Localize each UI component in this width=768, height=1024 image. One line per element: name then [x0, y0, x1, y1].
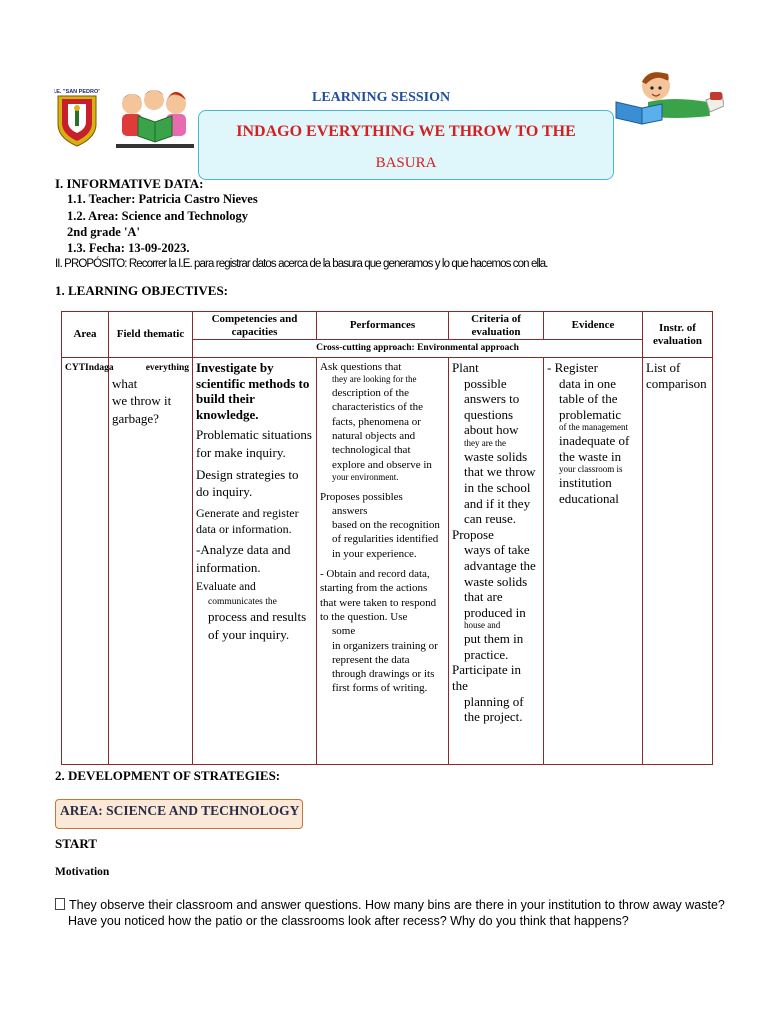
objectives-heading: 1. LEARNING OBJECTIVES:: [55, 283, 229, 298]
instrument-text: List of comparison: [646, 360, 707, 391]
svg-text:I.E. "SAN PEDRO": I.E. "SAN PEDRO": [54, 89, 100, 95]
paragraph-line: Have you noticed how the patio or the classrooms look after recess? Why do you think that happens?: [68, 914, 629, 928]
criteria-item: they are the: [464, 438, 506, 449]
criteria-item: Participate in the: [452, 662, 521, 693]
session-title-line2: BASURA: [375, 155, 437, 171]
competency-item: Design strategies to do inquiry.: [196, 466, 299, 500]
criteria-item: ways of take advantage the waste solids that are produced in: [464, 542, 536, 620]
criteria-item: planning of the project.: [464, 693, 524, 725]
competency-cell: [193, 358, 317, 765]
col-competencies-header: Competencies and capacities: [193, 312, 317, 340]
area-line: 1.2. Area: Science and Technology: [67, 209, 249, 223]
field-line: garbage?: [112, 411, 159, 426]
competency-item: communicates the: [208, 596, 277, 607]
performance-cell: [317, 358, 449, 765]
paragraph-line: They observe their classroom and answer questions. How many bins are there in your institution to throw away waste?: [69, 898, 725, 912]
competency-item: Problematic situations for make inquiry.: [196, 427, 312, 461]
performance-item: they are looking for the: [332, 374, 417, 385]
kids-reading-illustration: [116, 84, 194, 150]
title-box: [198, 110, 614, 180]
evidence-item: your classroom is: [559, 464, 623, 475]
field-line: what: [112, 375, 138, 391]
performance-item: answers: [332, 504, 368, 517]
evidence-cell: [544, 358, 643, 765]
area-box: [55, 799, 303, 829]
col-area-header: Area: [62, 312, 109, 358]
field-line: we throw it: [112, 393, 172, 409]
performance-item: in organizers training or represent the data through drawings or its first forms of writing.: [332, 639, 438, 695]
purpose-line: II. PROPÓSITO: Recorrer la I.E. para registrar datos acerca de la basura que generamos y lo que hacemos con ella.: [55, 258, 548, 270]
session-title-line1: INDAGO EVERYTHING WE THROW TO THE: [236, 123, 576, 140]
teacher-line: 1.1. Teacher: Patricia Castro Nieves: [67, 192, 258, 206]
col-evidence-header: Evidence: [544, 312, 643, 340]
performance-item: Ask questions that: [320, 361, 402, 374]
criteria-item: Propose: [452, 526, 494, 542]
performance-item: description of the characteristics of the facts, phenomena or natural objects and technological that explore and observe in: [332, 387, 432, 471]
evidence-item: - Register: [547, 360, 598, 376]
competency-item: Evaluate and: [196, 581, 256, 594]
col-field-header: Field thematic: [109, 312, 193, 358]
grade-line: 2nd grade 'A': [67, 225, 140, 239]
development-heading: 2. DEVELOPMENT OF STRATEGIES:: [55, 768, 281, 783]
competency-title: Investigate by scientific methods to build their knowledge.: [196, 360, 310, 422]
col-performances-header: Performances: [317, 312, 449, 340]
field-cell: [109, 358, 193, 765]
informative-heading: I. INFORMATIVE DATA:: [55, 176, 204, 191]
performance-item: Proposes possibles: [320, 490, 403, 503]
evidence-item: of the management: [559, 422, 628, 433]
instrument-cell: [643, 358, 713, 765]
col-instrument-header: Instr. of evaluation: [643, 312, 713, 358]
bullet-icon: [55, 898, 65, 910]
criteria-item: house and: [464, 620, 501, 631]
objectives-table: [61, 311, 713, 765]
evidence-item: institution educational: [559, 475, 619, 506]
col-criteria-header: Criteria of evaluation: [449, 312, 544, 340]
area-box-label: AREA: SCIENCE AND TECHNOLOGY: [60, 803, 300, 818]
competency-item: -Analyze data and information.: [196, 542, 291, 575]
performance-item: some: [332, 625, 356, 638]
criteria-cell: [449, 358, 544, 765]
performance-item: your environment.: [332, 471, 399, 482]
evidence-item: data in one table of the problematic: [559, 375, 622, 422]
motivation-paragraph: [55, 897, 755, 929]
field-line: everything: [145, 363, 189, 374]
evidence-item: inadequate of the waste in: [559, 433, 630, 464]
criteria-item: Plant: [452, 360, 479, 376]
date-line: 1.3. Fecha: 13-09-2023.: [67, 241, 190, 255]
criteria-item: waste solids that we throw in the school and if it they can reuse.: [464, 448, 536, 527]
motivation-heading: Motivation: [55, 866, 110, 878]
area-cell-text: CYTIndaga: [65, 363, 114, 374]
area-cell: [62, 358, 114, 765]
criteria-item: put them in practice.: [464, 631, 524, 662]
start-heading: START: [55, 836, 97, 851]
competency-item: process and results of your inquiry.: [208, 609, 307, 642]
criteria-item: possible answers to questions about how: [464, 375, 520, 438]
school-logo: [54, 86, 100, 148]
boy-reading-illustration: [612, 66, 724, 132]
performance-item: based on the recognition of regularities identified in your experience.: [332, 519, 440, 560]
performance-item: - Obtain and record data, starting from the actions that were taken to respond to the question. Use: [320, 568, 437, 623]
crosscutting-approach: Cross-cutting approach: Environmental approach: [193, 340, 643, 358]
session-label: LEARNING SESSION: [312, 90, 451, 105]
competency-item: Generate and register data or information.: [196, 505, 299, 536]
